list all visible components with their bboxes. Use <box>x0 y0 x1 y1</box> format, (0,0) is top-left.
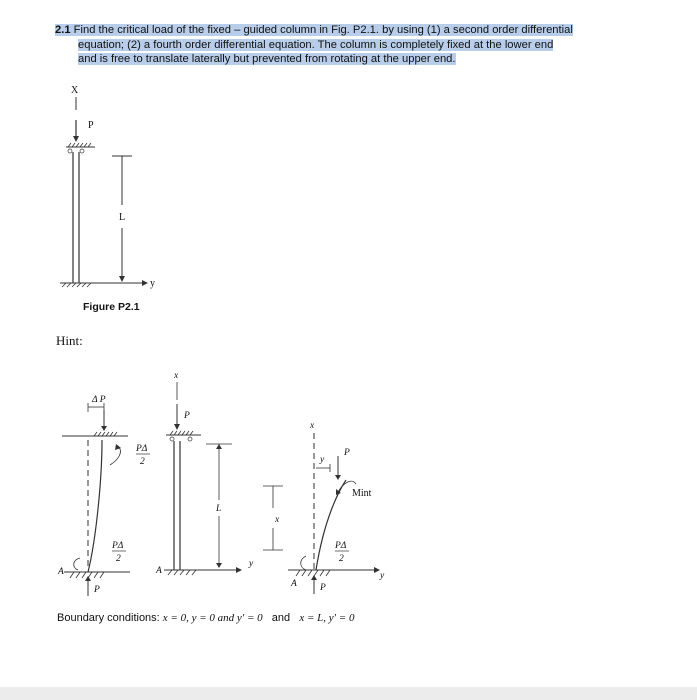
figure-load-label: P <box>88 120 94 131</box>
hint-right-x-top: x <box>310 421 315 431</box>
hint-right-pdelta-den: 2 <box>339 554 344 564</box>
figure-x-label: X <box>71 85 79 96</box>
bottom-bar <box>0 687 697 700</box>
y-arrowhead <box>142 280 148 286</box>
hint-right-p-bottom: P <box>320 583 326 593</box>
boundary-cond-2: x = L, y′ = 0 <box>299 612 355 624</box>
figure-caption: Figure P2.1 <box>83 301 140 313</box>
hint-delta-p: Δ P <box>92 395 106 405</box>
problem-line-3: and is free to translate laterally but prevented from rotating at the upper end. <box>78 53 456 65</box>
hint-mid-x: x <box>174 371 179 381</box>
hint-right-y: y <box>320 455 325 465</box>
roller <box>80 149 84 153</box>
hint-pdelta-top-num: PΔ <box>136 444 148 454</box>
problem-number: 2.1 <box>55 24 71 36</box>
boundary-conditions <box>57 612 354 624</box>
hint-column-middle <box>164 382 242 575</box>
hint-pdelta-top-den: 2 <box>140 457 145 467</box>
boundary-label: Boundary conditions: <box>57 612 160 624</box>
hint-right-pdelta-num: PΔ <box>335 541 347 551</box>
figure-length-label: L <box>119 212 126 223</box>
load-arrowhead <box>73 136 79 142</box>
hint-mid-y: y <box>249 559 254 569</box>
top-support-hatch <box>68 143 91 147</box>
hint-mid-p: P <box>184 411 190 421</box>
hint-mint: Mint <box>352 488 372 499</box>
hint-free-body-left <box>62 403 130 596</box>
boundary-and: and <box>271 612 291 624</box>
figure-p2-1 <box>60 97 148 287</box>
hint-pdelta-bot-num: PΔ <box>112 541 124 551</box>
hint-mid-a: A <box>156 566 162 576</box>
hint-right-p: P <box>344 448 350 458</box>
dim-arrowhead <box>119 276 125 282</box>
problem-line-2: equation; (2) a fourth order differential equation. The column is completely fixed at the lower end <box>78 38 554 51</box>
problem-line-1: Find the critical load of the fixed – guided column in Fig. P2.1. by using (1) a second order differential <box>70 24 573 36</box>
roller <box>68 149 72 153</box>
hint-right-y-axis: y <box>380 571 385 581</box>
hint-mid-l: L <box>216 504 222 514</box>
hint-pdelta-bot-den: 2 <box>116 554 121 564</box>
ground-hatch <box>62 283 91 287</box>
figure-y-label: y <box>150 278 155 289</box>
hint-support-a: A <box>58 567 64 577</box>
hint-load-p-bottom: P <box>94 585 100 595</box>
hint-right-x-small: x <box>275 515 280 525</box>
boundary-cond-1: x = 0, y = 0 and y′ = 0 <box>162 612 263 624</box>
hint-label: Hint: <box>56 333 83 348</box>
hint-right-a: A <box>291 579 297 589</box>
